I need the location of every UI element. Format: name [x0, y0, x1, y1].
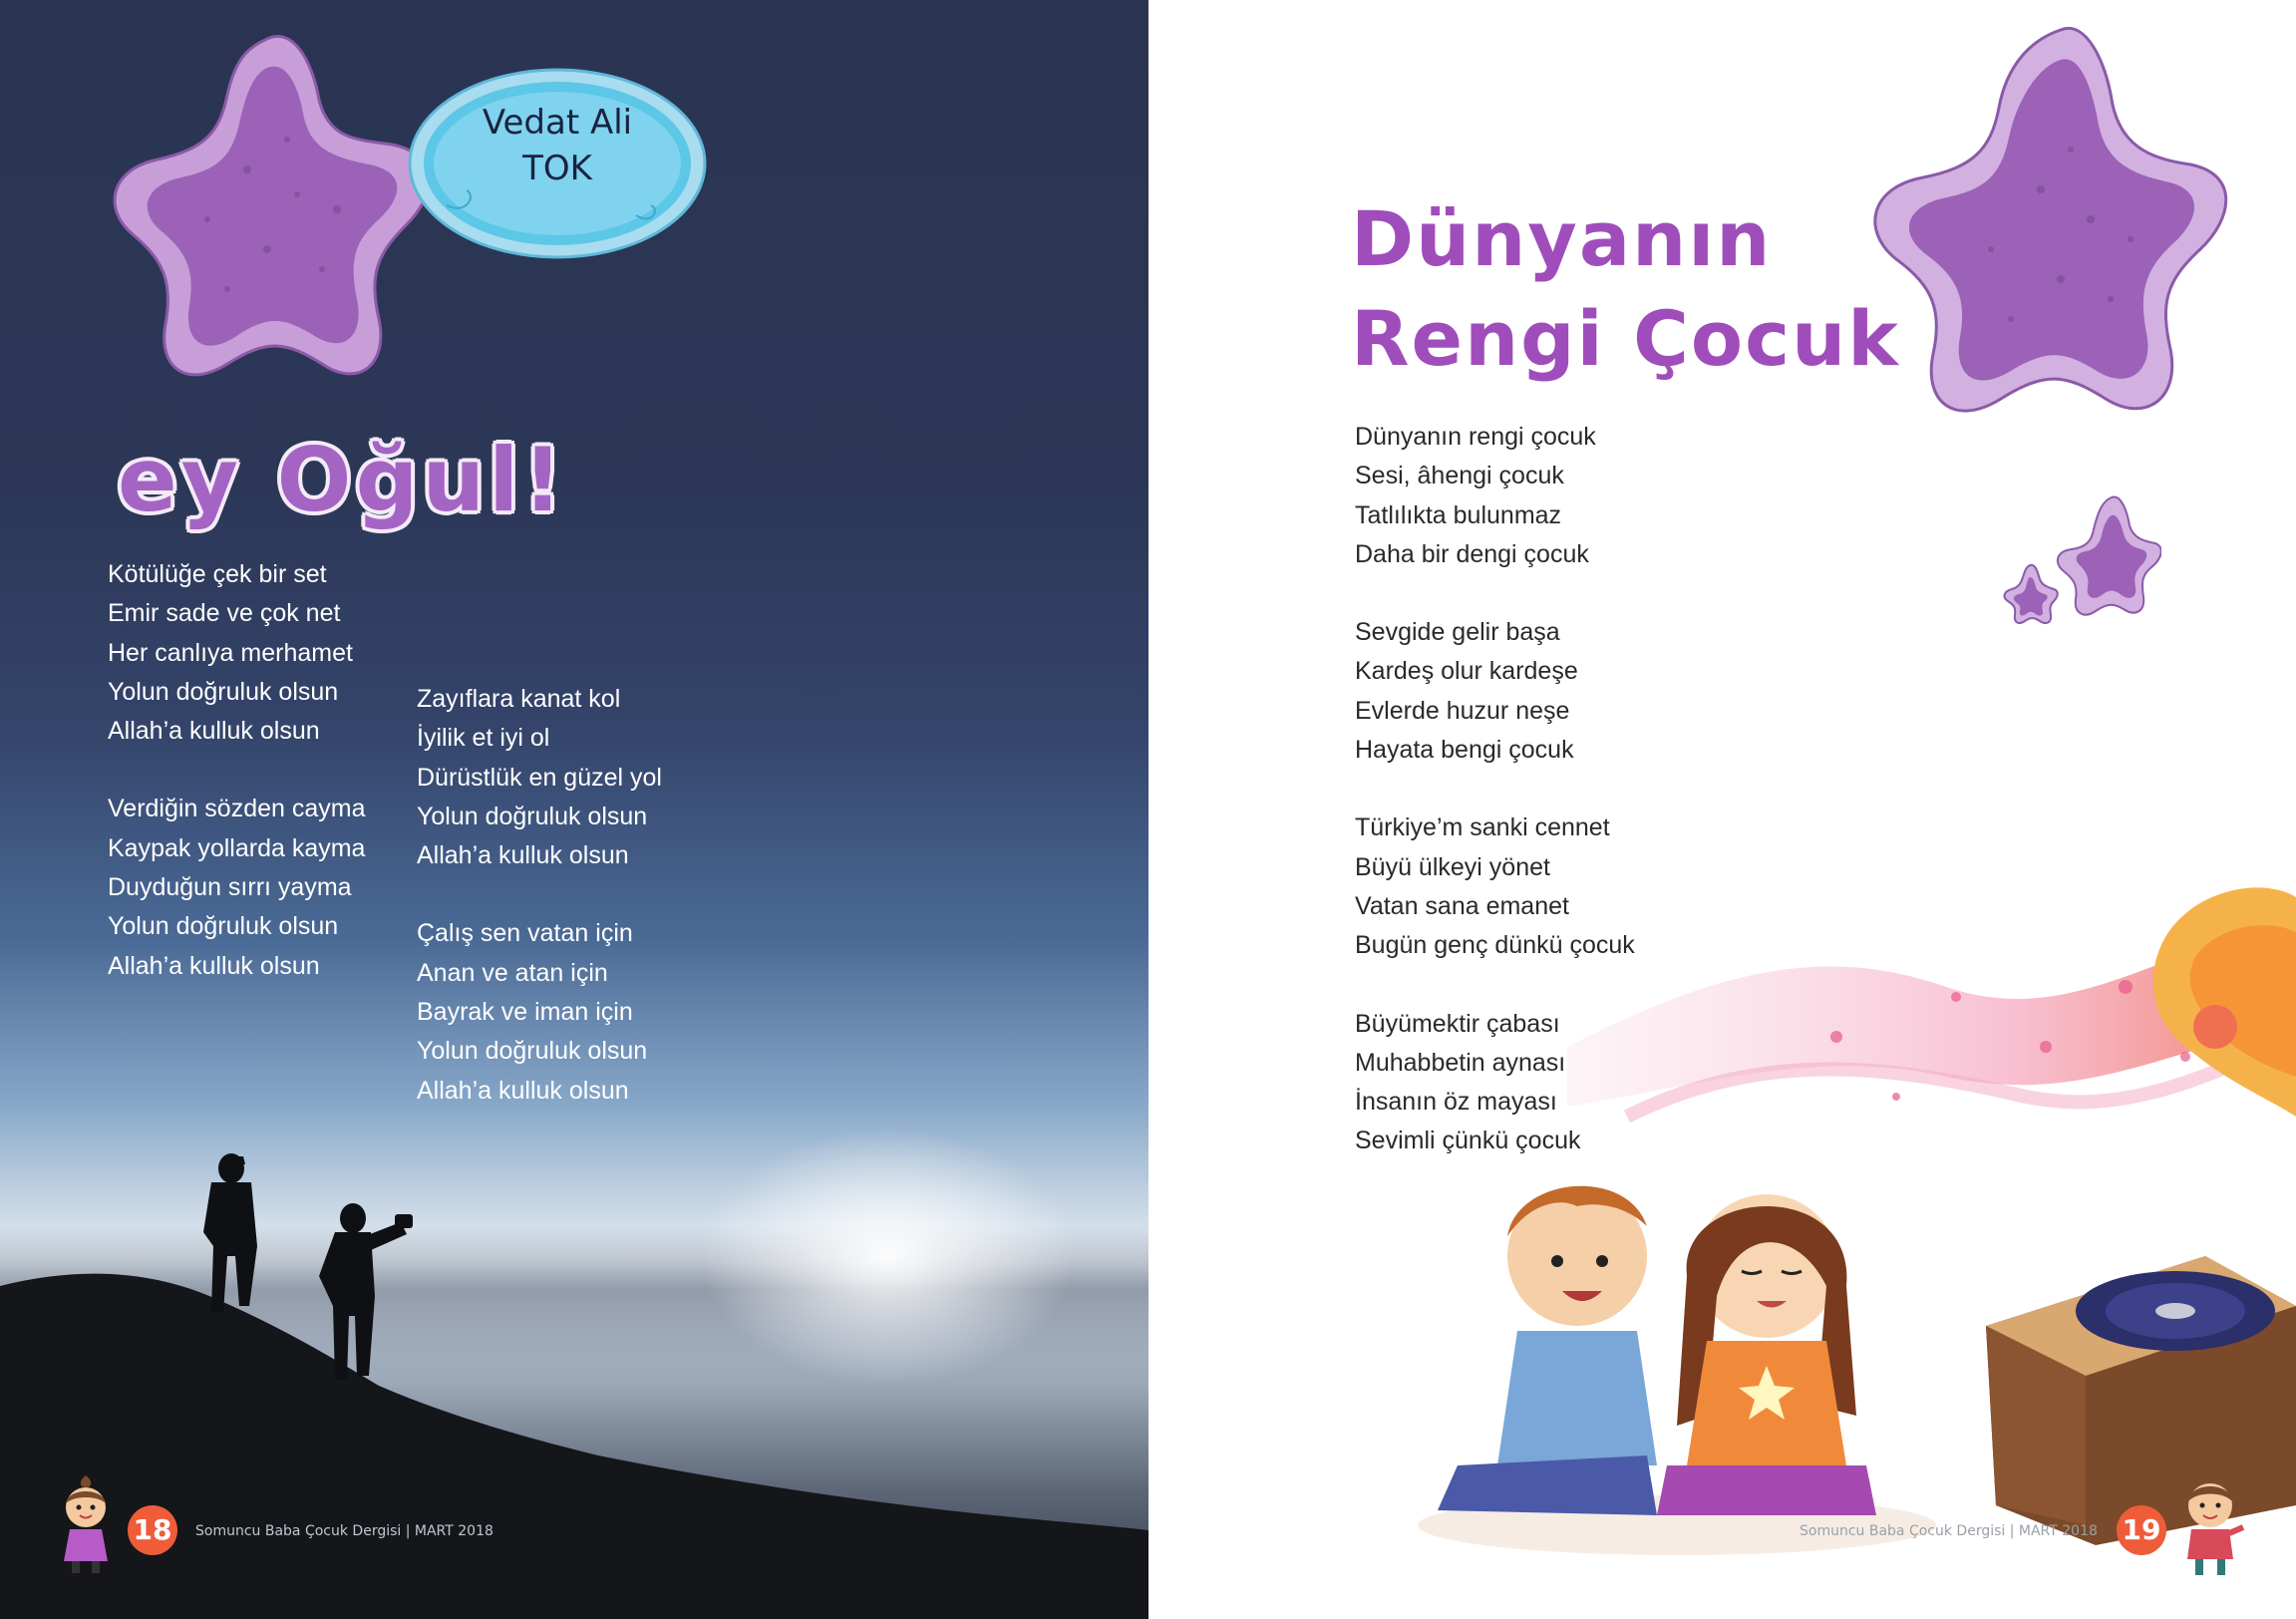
poem-line: Muhabbetin aynası	[1355, 1048, 1566, 1077]
stanza	[1355, 418, 1635, 574]
poem-line: Tatlılıkta bulunmaz	[1355, 500, 1562, 529]
poem	[1355, 418, 1635, 1200]
poem-line: Dünyanın rengi çocuk	[1355, 423, 1596, 451]
page-number-badge: 19	[2117, 1505, 2166, 1555]
stanza	[1355, 613, 1635, 770]
title-line: Dünyanın	[1351, 194, 1773, 283]
star-icon	[108, 20, 447, 399]
page-number-badge: 18	[128, 1505, 177, 1555]
poem-line: Büyü ülkeyi yönet	[1355, 852, 1550, 881]
poem-line: Vatan sana emanet	[1355, 891, 1569, 920]
poem-line: Allah’a kulluk olsun	[417, 841, 629, 870]
gramophone-illustration	[1976, 1216, 2296, 1545]
poem-line: Kötülüğe çek bir set	[108, 560, 327, 588]
poem-line: Yolun doğruluk olsun	[108, 912, 339, 941]
kid-mascot-icon	[2175, 1471, 2245, 1581]
stanza	[1355, 809, 1635, 965]
poem-line: Allah’a kulluk olsun	[108, 951, 320, 980]
poem-line: İyilik et iyi ol	[417, 724, 550, 753]
footer-text: Somuncu Baba Çocuk Dergisi | MART 2018	[1800, 1523, 2098, 1539]
poem-line: Sevgide gelir başa	[1355, 618, 1560, 647]
poem-line: Hayata bengi çocuk	[1355, 736, 1574, 765]
footer-text: Somuncu Baba Çocuk Dergisi | MART 2018	[195, 1523, 493, 1539]
poem-line: Dürüstlük en güzel yol	[417, 763, 662, 792]
star-icon	[1861, 20, 2240, 439]
poem-line: Zayıflara kanat kol	[417, 685, 621, 713]
author-name	[429, 100, 686, 191]
poem-line: Yolun doğruluk olsun	[417, 802, 648, 830]
poem-line: Kaypak yollarda kayma	[108, 833, 366, 862]
poem-line: Allah’a kulluk olsun	[108, 717, 320, 746]
poem-line: Verdiğin sözden cayma	[108, 795, 366, 823]
poem-line: Türkiye’m sanki cennet	[1355, 813, 1610, 842]
stanza	[1355, 1005, 1635, 1161]
page-title	[1351, 189, 1900, 389]
poem-line: Duyduğun sırrı yayma	[108, 873, 352, 902]
poem-line: Allah’a kulluk olsun	[417, 1076, 629, 1105]
poem-line: Yolun doğruluk olsun	[108, 677, 339, 706]
gramophone-horn	[2135, 877, 2296, 1206]
poem-line: Daha bir dengi çocuk	[1355, 539, 1589, 568]
poem-line: Bayrak ve iman için	[417, 998, 633, 1027]
poem-column-2	[417, 680, 662, 1149]
page-title: ey Oğul!	[118, 429, 567, 531]
kid-mascot-icon	[58, 1473, 114, 1577]
poem-column-1	[108, 555, 365, 1025]
stanza	[417, 680, 662, 875]
poem-line: Emir sade ve çok net	[108, 599, 341, 628]
stanza	[108, 555, 365, 751]
poem-line: Çalış sen vatan için	[417, 919, 633, 948]
stanza	[108, 790, 365, 985]
poem-line: Yolun doğruluk olsun	[417, 1037, 648, 1066]
poem-line: Kardeş olur kardeşe	[1355, 657, 1578, 686]
author-last-name: TOK	[522, 149, 592, 188]
poem-line: Sesi, âhengi çocuk	[1355, 462, 1564, 490]
right-page	[1148, 0, 2296, 1619]
poem-line: Bugün genç dünkü çocuk	[1355, 931, 1635, 960]
children-illustration	[1398, 1166, 1956, 1565]
stanza	[417, 914, 662, 1110]
poem-line: Anan ve atan için	[417, 958, 608, 987]
poem-line: Sevimli çünkü çocuk	[1355, 1127, 1581, 1155]
title-line: Rengi Çocuk	[1351, 294, 1900, 383]
poem-line: Büyümektir çabası	[1355, 1009, 1560, 1038]
poem-line: Evlerde huzur neşe	[1355, 696, 1570, 725]
poem-line: İnsanın öz mayası	[1355, 1088, 1557, 1117]
author-first-name: Vedat Ali	[482, 103, 633, 143]
poem-line: Her canlıya merhamet	[108, 638, 353, 667]
small-stars-icon	[1994, 493, 2161, 653]
